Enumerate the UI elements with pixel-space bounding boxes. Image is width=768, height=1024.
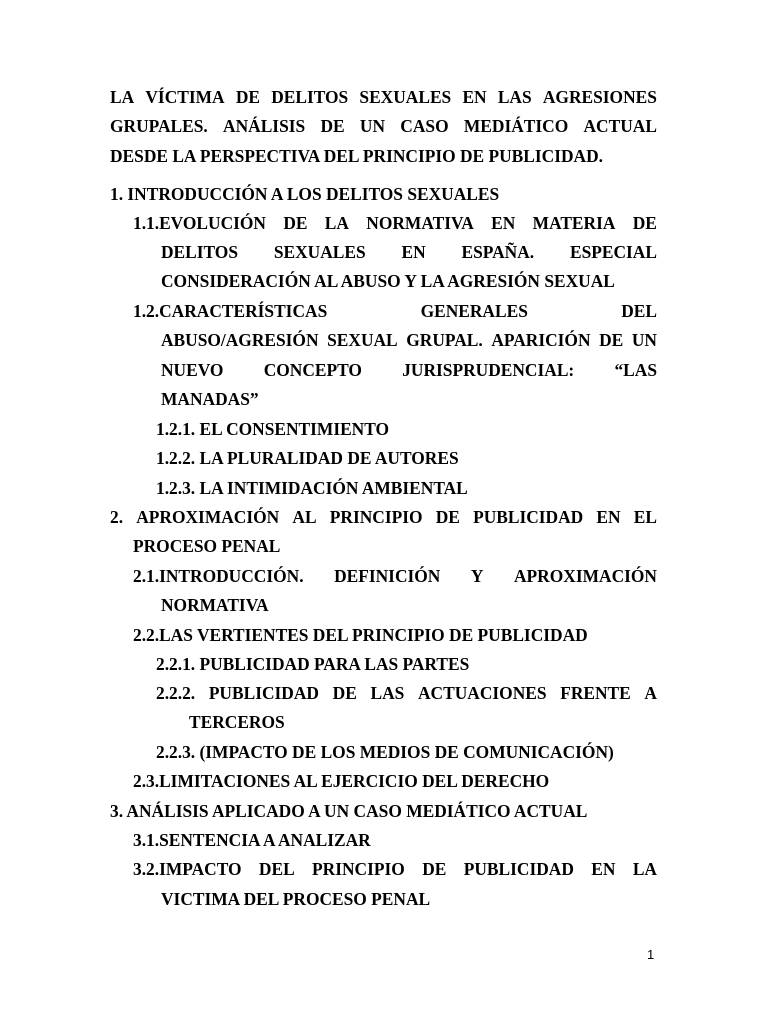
word: ABUSO/AGRESIÓN bbox=[161, 330, 319, 350]
title-line-1 bbox=[0, 86, 768, 108]
word: SEXUALES bbox=[273, 242, 366, 262]
word: ESPAÑA. bbox=[461, 242, 535, 262]
toc-item-2-2-2-line-1 bbox=[0, 682, 768, 704]
word: LAS bbox=[497, 87, 532, 107]
word: ANÁLISIS bbox=[223, 116, 306, 136]
word: DE bbox=[422, 859, 447, 879]
word: DEL bbox=[621, 301, 657, 321]
word: EL bbox=[633, 507, 657, 527]
word: GENERALES bbox=[420, 301, 528, 321]
title-line-2 bbox=[0, 115, 768, 137]
toc-heading-3: 3. ANÁLISIS APLICADO A UN CASO MEDIÁTICO ACTUAL bbox=[110, 801, 588, 821]
word: SEXUAL bbox=[327, 330, 398, 350]
title-line-3: DESDE LA PERSPECTIVA DEL PRINCIPIO DE PUBLICIDAD. bbox=[110, 146, 603, 166]
word: EN bbox=[462, 87, 487, 107]
word: DELITOS bbox=[271, 87, 349, 107]
toc-item-2-2-3: 2.2.3. (IMPACTO DE LOS MEDIOS DE COMUNICACIÓN) bbox=[156, 742, 614, 762]
toc-item-1-2-line-3 bbox=[0, 359, 768, 381]
word: DE bbox=[332, 683, 357, 703]
toc-heading-2-line-2: PROCESO PENAL bbox=[133, 536, 281, 556]
word: 3.2.IMPACTO bbox=[133, 859, 242, 879]
word: AL bbox=[292, 507, 317, 527]
word: DE bbox=[599, 330, 624, 350]
word: NORMATIVA bbox=[366, 213, 474, 233]
word: LA bbox=[632, 859, 657, 879]
toc-item-2-2-1: 2.2.1. PUBLICIDAD PARA LAS PARTES bbox=[156, 654, 470, 674]
word: “LAS bbox=[614, 360, 657, 380]
word: DE bbox=[435, 507, 460, 527]
toc-item-2-1-line-2: NORMATIVA bbox=[161, 595, 269, 615]
toc-item-1-1-line-2 bbox=[0, 241, 768, 263]
word: MEDIÁTICO bbox=[463, 116, 569, 136]
word: Y bbox=[470, 566, 484, 586]
toc-item-1-2-1: 1.2.1. EL CONSENTIMIENTO bbox=[156, 419, 390, 439]
word: FRENTE bbox=[560, 683, 631, 703]
toc-item-2-1-line-1 bbox=[0, 565, 768, 587]
word: APROXIMACIÓN bbox=[136, 507, 280, 527]
word: PUBLICIDAD bbox=[208, 683, 319, 703]
word: 2.1.INTRODUCCIÓN. bbox=[133, 566, 304, 586]
word: EN bbox=[401, 242, 426, 262]
word: CASO bbox=[400, 116, 449, 136]
word: MATERIA bbox=[532, 213, 616, 233]
word: DEL bbox=[258, 859, 295, 879]
word: DELITOS bbox=[161, 242, 239, 262]
word: EN bbox=[491, 213, 516, 233]
word: DE bbox=[235, 87, 260, 107]
word: 2.2.2. bbox=[156, 683, 196, 703]
word: VÍCTIMA bbox=[145, 87, 225, 107]
word: LA bbox=[110, 87, 135, 107]
toc-heading-2-line-1 bbox=[0, 506, 768, 528]
word: EN bbox=[596, 507, 621, 527]
word: A bbox=[644, 683, 657, 703]
word: AGRESIONES bbox=[542, 87, 657, 107]
toc-item-1-1-line-1 bbox=[0, 212, 768, 234]
toc-item-1-2-3: 1.2.3. LA INTIMIDACIÓN AMBIENTAL bbox=[156, 478, 468, 498]
word: DE bbox=[632, 213, 657, 233]
toc-item-1-1-line-3: CONSIDERACIÓN AL ABUSO Y LA AGRESIÓN SEXUAL bbox=[161, 271, 615, 291]
word: DE bbox=[320, 116, 345, 136]
word: APARICIÓN bbox=[491, 330, 591, 350]
word: 2. bbox=[110, 507, 124, 527]
toc-item-3-2-line-1 bbox=[0, 858, 768, 880]
word: LAS bbox=[370, 683, 405, 703]
word: UN bbox=[631, 330, 657, 350]
word: 1.2.CARACTERÍSTICAS bbox=[133, 301, 328, 321]
word: SEXUALES bbox=[359, 87, 452, 107]
word: CONCEPTO bbox=[263, 360, 362, 380]
page-number: 1 bbox=[647, 947, 655, 962]
toc-item-2-2-2-line-2: TERCEROS bbox=[189, 712, 285, 732]
toc-item-1-2-2: 1.2.2. LA PLURALIDAD DE AUTORES bbox=[156, 448, 459, 468]
toc-heading-1: 1. INTRODUCCIÓN A LOS DELITOS SEXUALES bbox=[110, 184, 500, 204]
toc-item-1-2-line-2 bbox=[0, 329, 768, 351]
word: EN bbox=[591, 859, 616, 879]
word: PRINCIPIO bbox=[312, 859, 405, 879]
word: GRUPALES. bbox=[110, 116, 208, 136]
word: DE bbox=[283, 213, 308, 233]
word: GRUPAL. bbox=[406, 330, 483, 350]
word: PRINCIPIO bbox=[329, 507, 423, 527]
word: DEFINICIÓN bbox=[334, 566, 441, 586]
toc-item-1-2-line-1 bbox=[0, 300, 768, 322]
toc-item-2-2: 2.2.LAS VERTIENTES DEL PRINCIPIO DE PUBLICIDAD bbox=[133, 625, 588, 645]
word: PUBLICIDAD bbox=[463, 859, 574, 879]
word: UN bbox=[359, 116, 386, 136]
word: ACTUACIONES bbox=[418, 683, 547, 703]
word: JURISPRUDENCIAL: bbox=[402, 360, 575, 380]
toc-item-3-2-line-2: VICTIMA DEL PROCESO PENAL bbox=[161, 889, 431, 909]
word: LA bbox=[324, 213, 349, 233]
word: ACTUAL bbox=[583, 116, 657, 136]
word: NUEVO bbox=[161, 360, 224, 380]
word: 1.1.EVOLUCIÓN bbox=[133, 213, 266, 233]
word: PUBLICIDAD bbox=[473, 507, 584, 527]
toc-item-2-3: 2.3.LIMITACIONES AL EJERCICIO DEL DERECHO bbox=[133, 771, 550, 791]
toc-item-3-1: 3.1.SENTENCIA A ANALIZAR bbox=[133, 830, 371, 850]
word: ESPECIAL bbox=[569, 242, 657, 262]
word: APROXIMACIÓN bbox=[514, 566, 657, 586]
toc-item-1-2-line-4: MANADAS” bbox=[161, 389, 259, 409]
